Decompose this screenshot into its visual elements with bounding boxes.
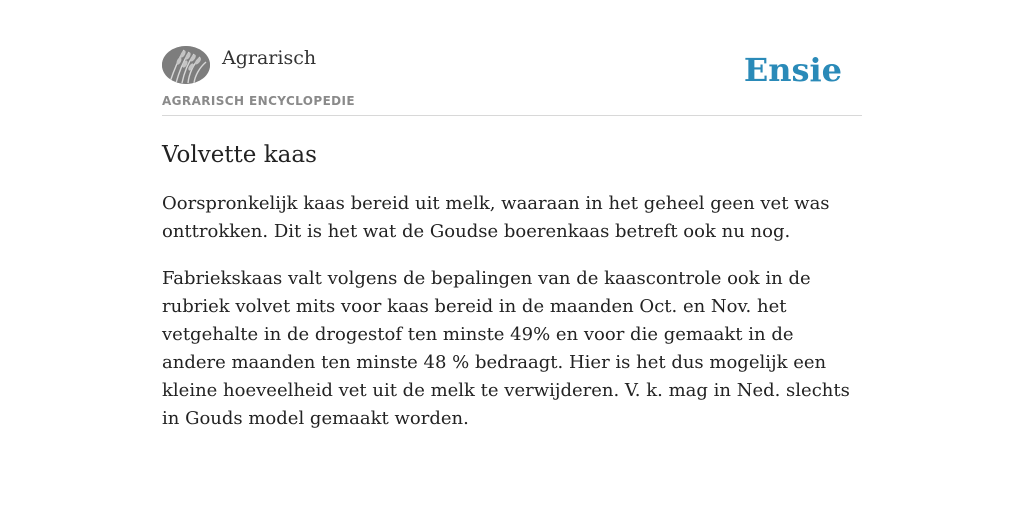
site-name-link[interactable]: Agrarisch: [222, 47, 317, 69]
page: [162, 0, 862, 433]
ensie-brand-link[interactable]: Ensie: [743, 51, 842, 89]
site-subtitle: AGRARISCH ENCYCLOPEDIE: [162, 94, 355, 108]
wheat-logo-icon[interactable]: [162, 46, 210, 84]
article-paragraph: Fabriekskaas valt volgens de bepalingen van de kaascontrole ook in de rubriek volvet mits voor kaas bereid in de maanden Oct. en Nov. het vetgehalte in de drogestof ten minste 49% en voor die gemaakt in de andere maanden ten minste 48 % bedraagt. Hier is het dus mogelijk een kleine hoeveelheid vet uit de melk te verwijderen. V. k. mag in Ned. slechts in Gouds model gemaakt worden.: [162, 268, 850, 429]
article-paragraph: Oorspronkelijk kaas bereid uit melk, waaraan in het geheel geen vet was onttrokken. Dit is het wat de Goudse boerenkaas betreft ook nu nog.: [162, 193, 830, 242]
article-title: Volvette kaas: [162, 142, 317, 168]
site-header: [162, 46, 862, 116]
